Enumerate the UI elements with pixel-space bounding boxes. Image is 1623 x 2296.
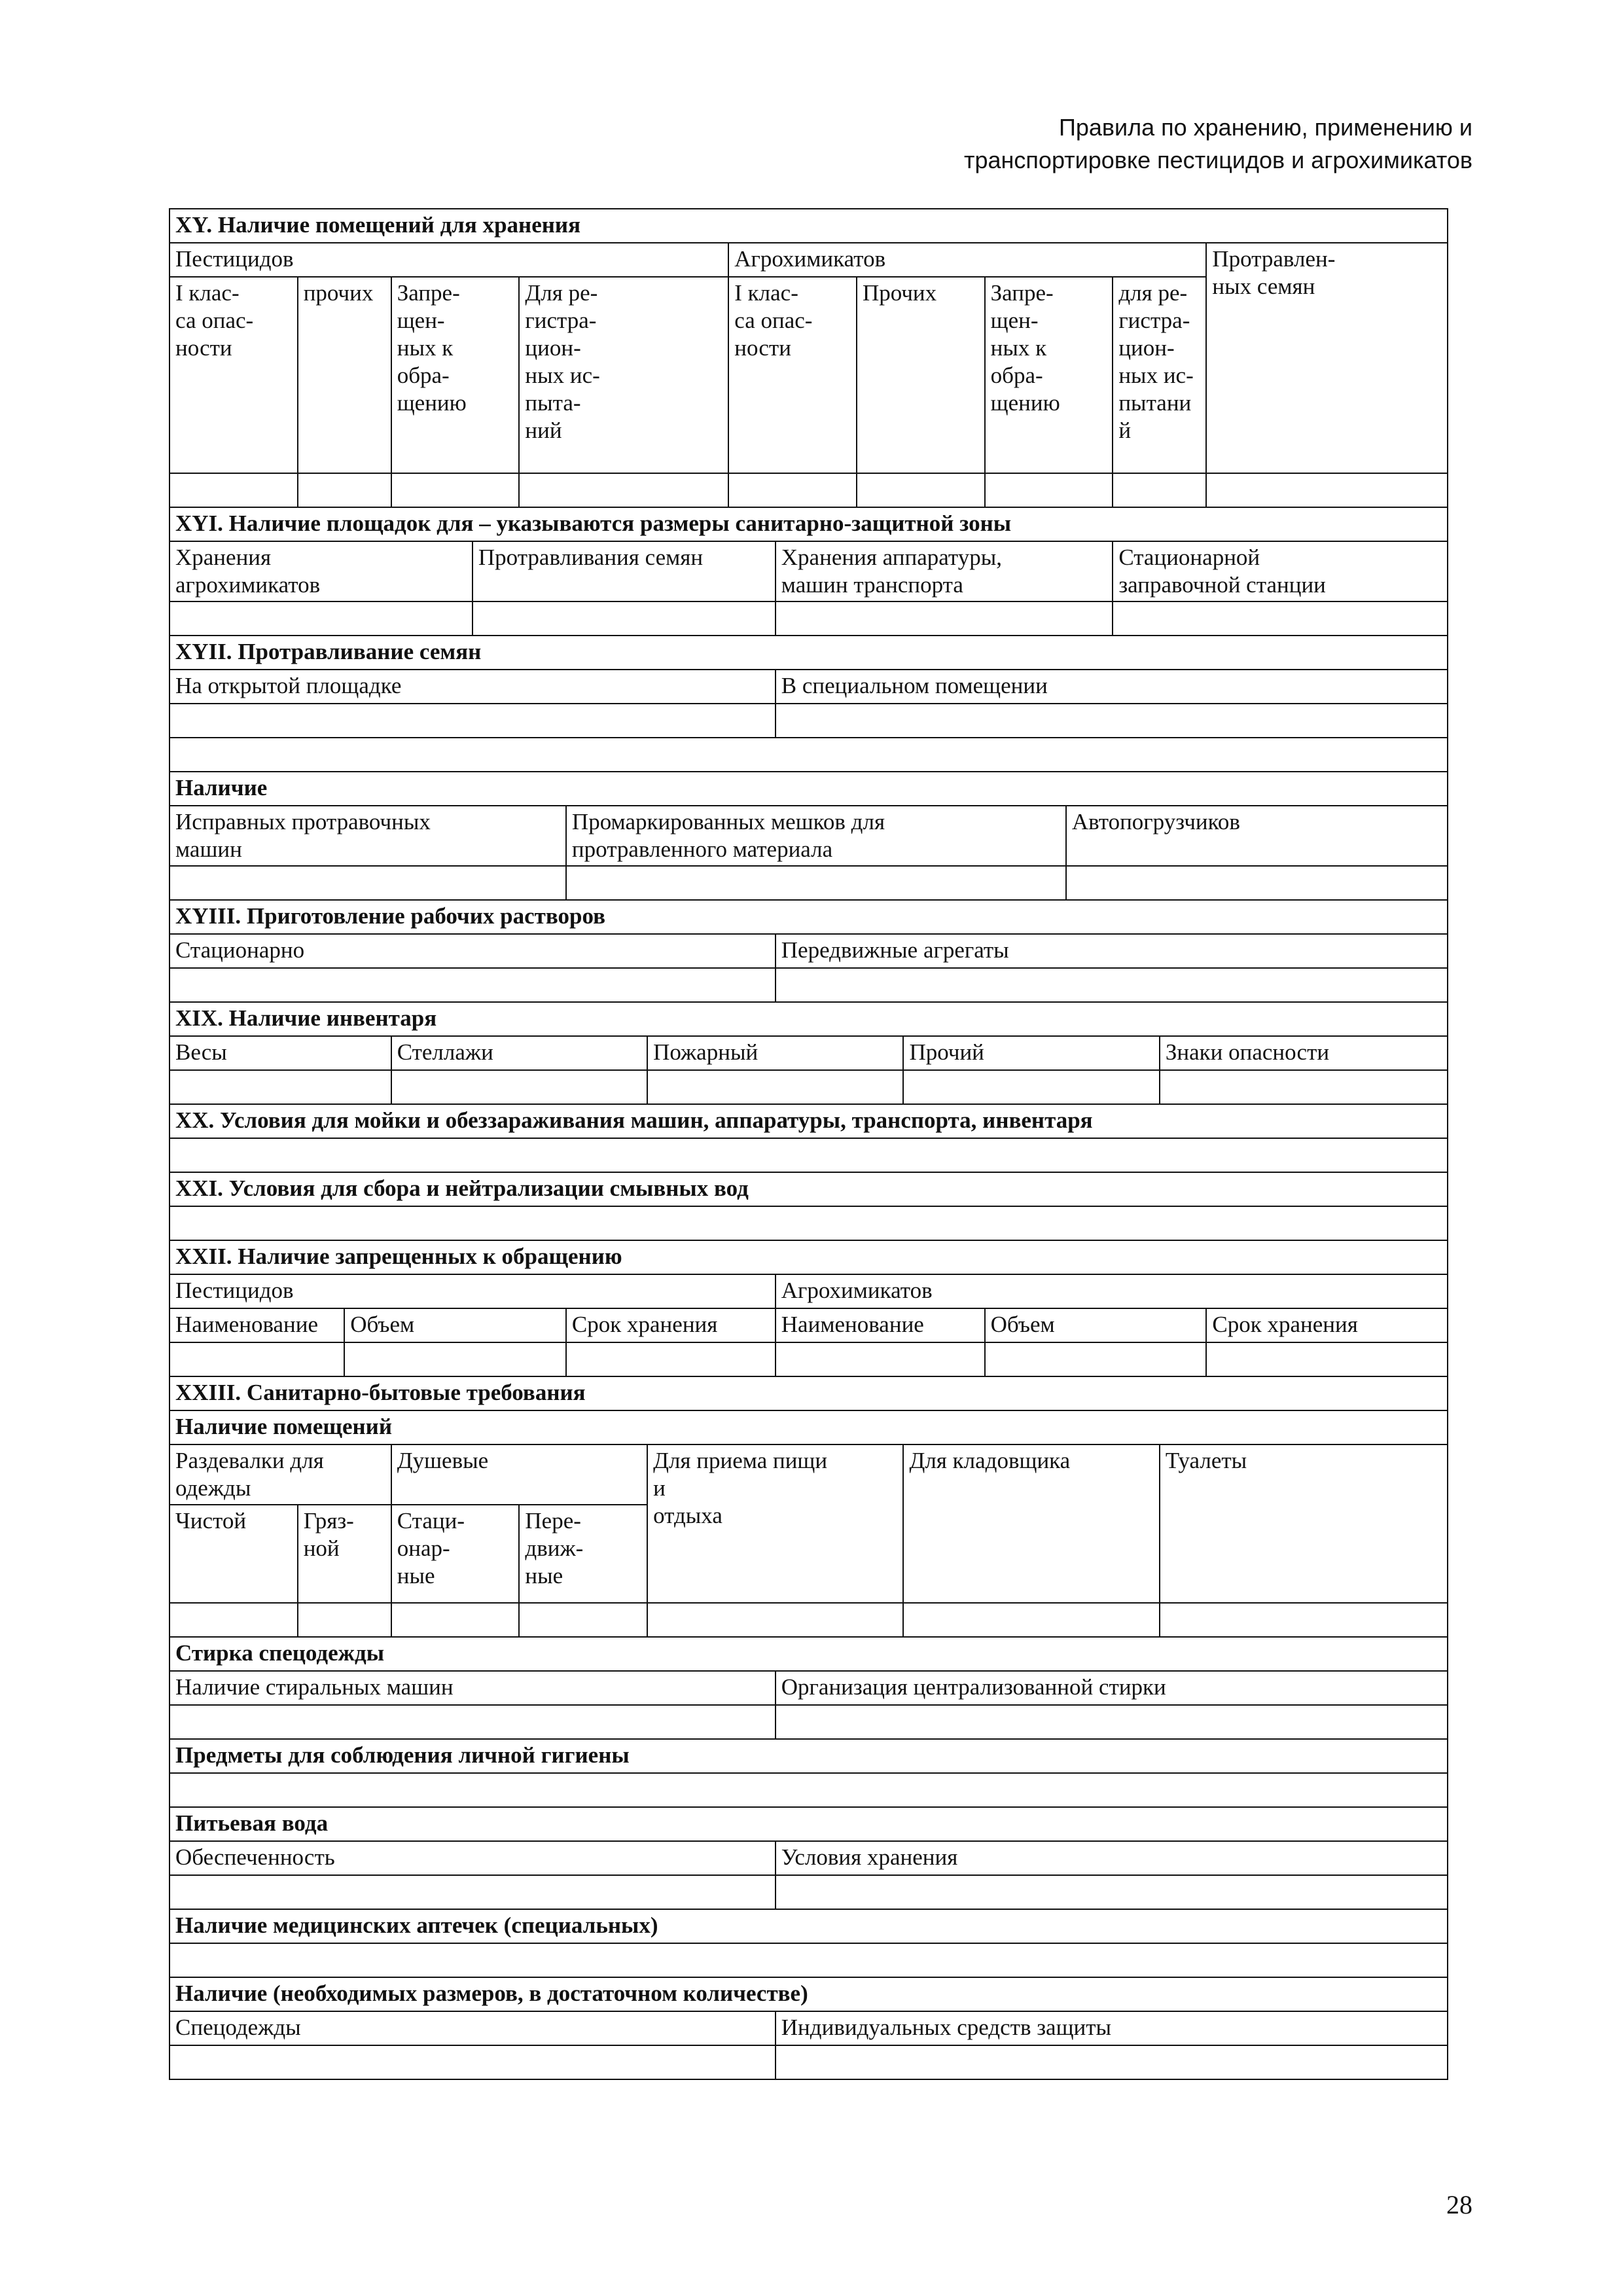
s15-col-5: I клас- са опас- ности [728,277,857,473]
s23-mobile: Пере- движ- ные [519,1505,647,1603]
s23-rooms: Наличие помещений [169,1410,1448,1444]
s17-col2-3: Автопогрузчиков [1066,806,1448,866]
s23-first-aid-input[interactable] [169,1943,1448,1977]
s15-input-3[interactable] [391,473,520,507]
s15-col-8: для ре- гистра- цион- ных ис- пытани й [1113,277,1206,473]
header-line-2: транспортировке пестицидов и агрохимикатов [964,147,1472,173]
s22-input-5[interactable] [985,1342,1207,1376]
s16-input-3[interactable] [776,601,1113,636]
s19-col-2: Стеллажи [391,1036,647,1070]
s15-input-8[interactable] [1113,473,1206,507]
s19-col-4: Прочий [903,1036,1159,1070]
s15-col-6: Прочих [857,277,985,473]
s18-input-1[interactable] [169,968,776,1002]
s22-input-1[interactable] [169,1342,344,1376]
s18-col-1: Стационарно [169,934,776,968]
s23-laundry-input-1[interactable] [169,1705,776,1739]
s17-col2-1: Исправных протравочных машин [169,806,566,866]
s23-laundry-col-1: Наличие стиральных машин [169,1671,776,1705]
s17-col-2: В специальном помещении [776,670,1448,704]
s15-treated-seeds: Протравлен- ных семян [1206,243,1448,473]
s17-col-1: На открытой площадке [169,670,776,704]
header-line-1: Правила по хранению, применению и [1058,114,1472,141]
s23-showers: Душевые [391,1444,647,1505]
s23-laundry: Стирка спецодежды [169,1637,1448,1671]
s22-input-3[interactable] [566,1342,776,1376]
s23-dirty: Гряз- ной [298,1505,391,1603]
s23-hygiene-input[interactable] [169,1773,1448,1807]
s15-input-4[interactable] [519,473,728,507]
s19-input-5[interactable] [1160,1070,1448,1104]
s15-input-6[interactable] [857,473,985,507]
s15-input-5[interactable] [728,473,857,507]
s15-col-2: прочих [298,277,391,473]
s23-need: Наличие (необходимых размеров, в достаточном количестве) [169,1977,1448,2011]
s17-input-1[interactable] [169,704,776,738]
s22-input-2[interactable] [344,1342,566,1376]
s15-input-7[interactable] [985,473,1113,507]
s22-col-4: Наименование [776,1308,985,1342]
s23-first-aid: Наличие медицинских аптечек (специальных) [169,1909,1448,1943]
s23-water-col-1: Обеспеченность [169,1841,776,1875]
s16-col-3: Хранения аппаратуры, машин транспорта [776,541,1113,601]
s17-input2-3[interactable] [1066,866,1448,900]
s23-stationary: Стаци- онар- ные [391,1505,520,1603]
s23-input-7[interactable] [1160,1603,1448,1637]
s15-col-1: I клас- са опас- ности [169,277,298,473]
inspection-form [169,208,1448,2080]
s22-col-1: Наименование [169,1308,344,1342]
s16-input-2[interactable] [473,601,776,636]
s16-input-1[interactable] [169,601,473,636]
s23-need-input-2[interactable] [776,2045,1448,2079]
s17-col2-2: Промаркированных мешков для протравленного материала [566,806,1066,866]
s23-storekeeper-room: Для кладовщика [903,1444,1159,1603]
s23-toilets: Туалеты [1160,1444,1448,1603]
s23-water-col-2: Условия хранения [776,1841,1448,1875]
s17-blank-row [169,738,1448,772]
s23-hygiene: Предметы для соблюдения личной гигиены [169,1739,1448,1773]
s23-meal-room: Для приема пищи и отдыха [647,1444,903,1603]
s16-col-1: Хранения агрохимикатов [169,541,473,601]
s23-need-col-1: Спецодежды [169,2011,776,2045]
s15-input-9[interactable] [1206,473,1448,507]
s15-pesticides: Пестицидов [169,243,728,277]
s18-col-2: Передвижные агрегаты [776,934,1448,968]
s23-laundry-input-2[interactable] [776,1705,1448,1739]
s19-input-3[interactable] [647,1070,903,1104]
s23-input-2[interactable] [298,1603,391,1637]
s17-input2-1[interactable] [169,866,566,900]
s19-col-5: Знаки опасности [1160,1036,1448,1070]
s23-need-col-2: Индивидуальных средств защиты [776,2011,1448,2045]
running-header [964,111,1472,177]
s20-input[interactable] [169,1138,1448,1172]
s16-input-4[interactable] [1113,601,1448,636]
section-22-title: XXII. Наличие запрещенных к обращению [169,1240,1448,1274]
s15-col-7: Запре- щен- ных к обра- щению [985,277,1113,473]
section-17-title: XYII. Протравливание семян [169,636,1448,670]
s16-col-2: Протравливания семян [473,541,776,601]
s17-availability: Наличие [169,772,1448,806]
s15-agrochemicals: Агрохимикатов [728,243,1206,277]
s22-col-3: Срок хранения [566,1308,776,1342]
page-number: 28 [1446,2190,1472,2219]
s23-dressing-rooms: Раздевалки для одежды [169,1444,391,1505]
s19-input-2[interactable] [391,1070,647,1104]
s23-input-6[interactable] [903,1603,1159,1637]
s23-clean: Чистой [169,1505,298,1603]
s23-water-input-2[interactable] [776,1875,1448,1909]
s15-input-2[interactable] [298,473,391,507]
s15-col-3: Запре- щен- ных к обра- щению [391,277,520,473]
s19-col-1: Весы [169,1036,391,1070]
s23-input-1[interactable] [169,1603,298,1637]
s22-pesticides: Пестицидов [169,1274,776,1308]
s22-col-6: Срок хранения [1206,1308,1448,1342]
s16-col-4: Стационарной заправочной станции [1113,541,1448,601]
s15-input-1[interactable] [169,473,298,507]
s23-input-4[interactable] [519,1603,647,1637]
section-19-title: XIX. Наличие инвентаря [169,1002,1448,1036]
section-23-title: XXIII. Санитарно-бытовые требования [169,1376,1448,1410]
s17-input-2[interactable] [776,704,1448,738]
s23-laundry-col-2: Организация централизованной стирки [776,1671,1448,1705]
s22-agrochemicals: Агрохимикатов [776,1274,1448,1308]
s23-water-input-1[interactable] [169,1875,776,1909]
s19-col-3: Пожарный [647,1036,903,1070]
s19-input-4[interactable] [903,1070,1159,1104]
section-21-title: XXI. Условия для сбора и нейтрализации смывных вод [169,1172,1448,1206]
s21-input[interactable] [169,1206,1448,1240]
s22-input-6[interactable] [1206,1342,1448,1376]
s23-water: Питьевая вода [169,1807,1448,1841]
section-16-title: XYI. Наличие площадок для – указываются размеры санитарно-защитной зоны [169,507,1448,541]
s23-input-3[interactable] [391,1603,520,1637]
section-15-title: XY. Наличие помещений для хранения [169,209,1448,243]
s17-input2-2[interactable] [566,866,1066,900]
s19-input-1[interactable] [169,1070,391,1104]
s23-input-5[interactable] [647,1603,903,1637]
s22-col-5: Объем [985,1308,1207,1342]
section-18-title: XYIII. Приготовление рабочих растворов [169,900,1448,934]
s22-col-2: Объем [344,1308,566,1342]
s22-input-4[interactable] [776,1342,985,1376]
s15-col-4: Для ре- гистра- цион- ных ис- пыта- ний [519,277,728,473]
form-table [169,208,1448,2080]
section-20-title: XX. Условия для мойки и обеззараживания машин, аппаратуры, транспорта, инвентаря [169,1104,1448,1138]
s23-need-input-1[interactable] [169,2045,776,2079]
s18-input-2[interactable] [776,968,1448,1002]
